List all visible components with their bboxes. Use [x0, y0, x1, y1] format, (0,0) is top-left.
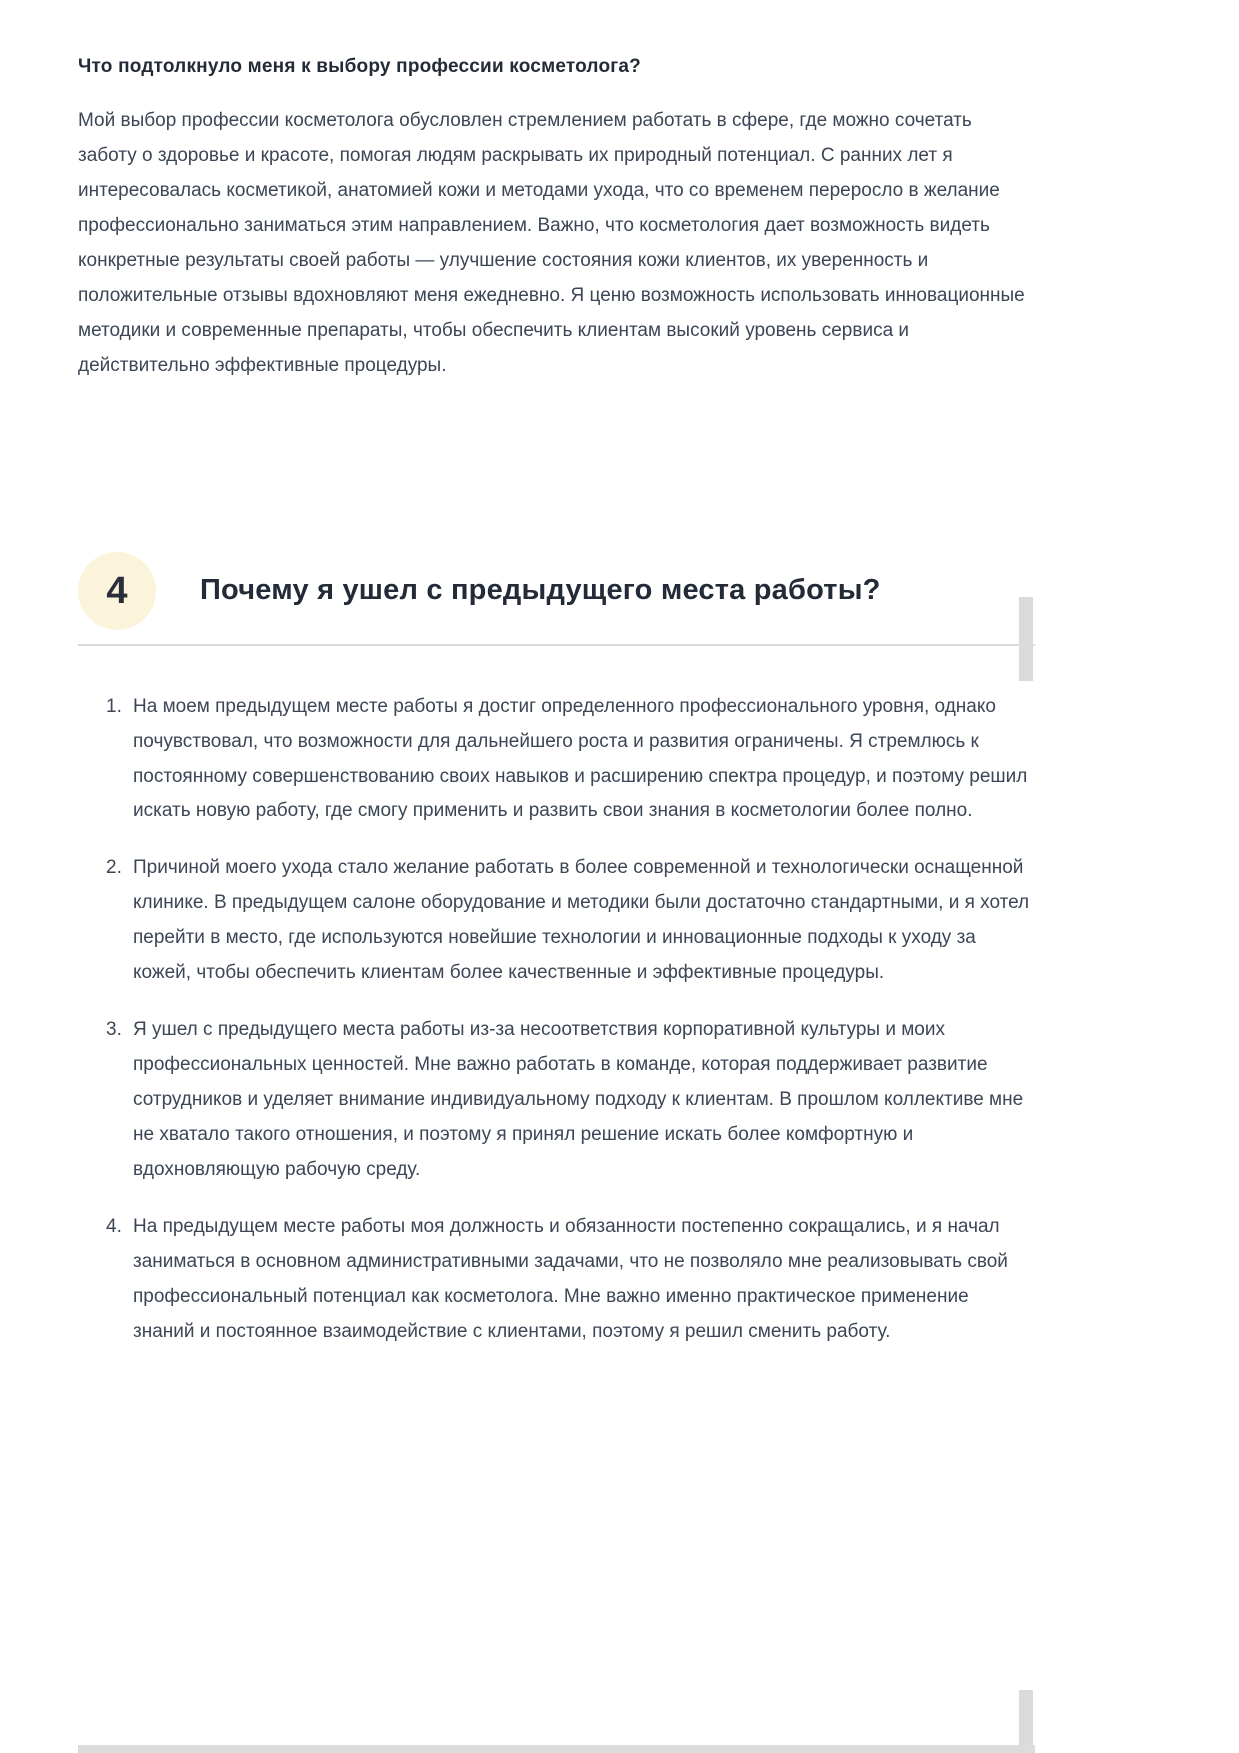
list-item-text: На предыдущем месте работы моя должность и обязанности постепенно сокращались, и я начал заниматься в основном административными задачами, что не позволяло мне реализовывать свой профессиональный потенциал как косметолога. Мне важно именно практическое применение знаний и постоянное взаимодействие с клиентами, поэтому я решил сменить работу. — [133, 1216, 1008, 1342]
section-number: 4 — [106, 569, 128, 612]
section-number-badge — [78, 552, 156, 630]
list-item — [106, 690, 1035, 830]
list-item-text: Я ушел с предыдущего места работы из-за несоответствия корпоративной культуры и моих профессиональных ценностей. Мне важно работать в команде, которая поддерживает развитие сотрудников и уделяет внимание индивидуальному подходу к клиентам. В прошлом коллективе мне не хватало такого отношения, и поэтому я принял решение искать более комфортную и вдохновляющую рабочую среду. — [133, 1019, 1024, 1181]
intro-paragraph: Мой выбор профессии косметолога обусловлен стремлением работать в сфере, где можно сочетать заботу о здоровье и красоте, помогая людям раскрывать их природный потенциал. С ранних лет я интересовалась косметикой, анатомией кожи и методами ухода, что со временем переросло в желание профессионально заниматься этим направлением. Важно, что косметология дает возможность видеть конкретные результаты своей работы — улучшение состояния кожи клиентов, их уверенность и положительные отзывы вдохновляют меня ежедневно. Я ценю возможность использовать инновационные методики и современные препараты, чтобы обеспечить клиентам высокий уровень сервиса и действительно эффективные процедуры. — [78, 110, 1025, 376]
answers-list — [78, 690, 1035, 1350]
list-item-text: Причиной моего ухода стало желание работать в более современной и технологически оснащенной клинике. В предыдущем салоне оборудование и методики были достаточно стандартными, и я хотел перейти в место, где используются новейшие технологии и инновационные подходы к уходу за кожей, чтобы обеспечить клиентам более качественные и эффективные процедуры. — [133, 857, 1030, 984]
list-item-number: 3. — [106, 1019, 122, 1041]
list-item-number: 4. — [106, 1216, 122, 1238]
list-item-number: 2. — [106, 857, 122, 879]
document-content — [78, 0, 1035, 1350]
section-header — [78, 552, 1035, 630]
list-item — [106, 1210, 1035, 1350]
list-item-text: На моем предыдущем месте работы я достиг определенного профессионального уровня, однако почувствовал, что возможности для дальнейшего роста и развития ограничены. Я стремлюсь к постоянному совершенствованию своих навыков и расширению спектра процедур, и поэтому решил искать новую работу, где смогу применить и развить свои знания в косметологии более полно. — [133, 695, 1028, 822]
section-title: Почему я ушел с предыдущего места работы? — [200, 574, 881, 607]
right-edge-fragment-bottom — [1019, 1690, 1033, 1753]
list-item-number: 1. — [106, 695, 122, 717]
bottom-edge-fragment — [78, 1745, 1035, 1753]
intro-heading: Что подтолкнуло меня к выбору профессии косметолога? — [78, 56, 641, 77]
right-edge-fragment-top — [1019, 597, 1033, 681]
section-divider — [78, 644, 1035, 646]
list-item — [106, 1013, 1035, 1188]
list-item — [106, 851, 1035, 991]
